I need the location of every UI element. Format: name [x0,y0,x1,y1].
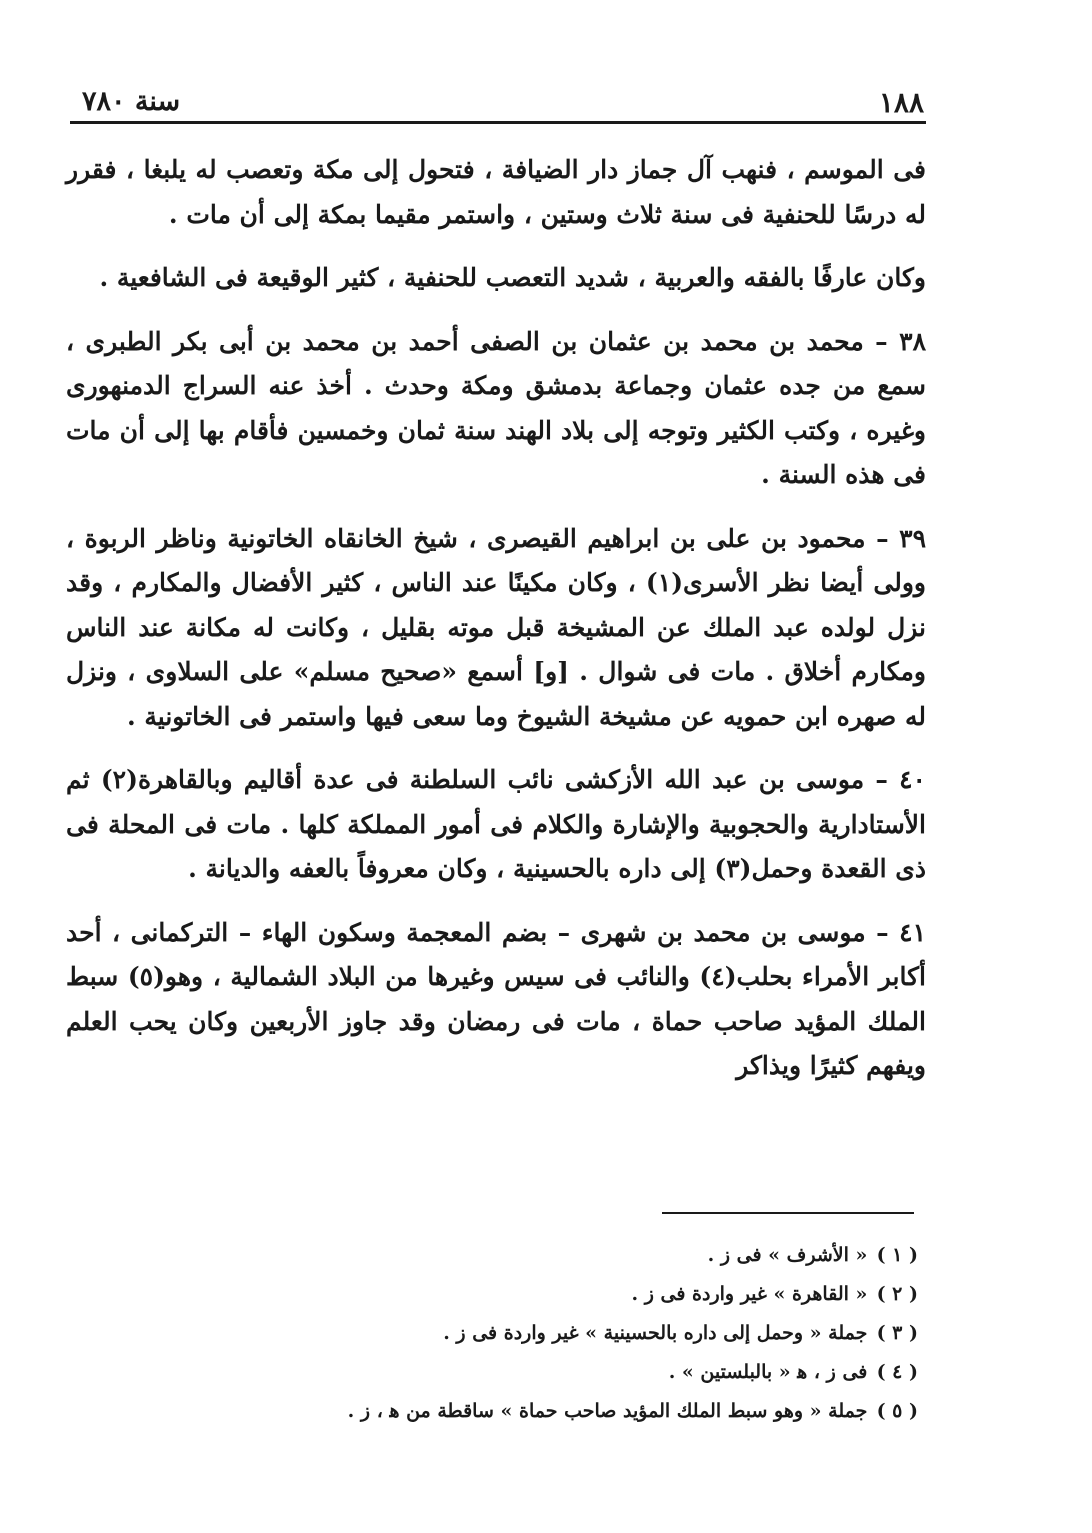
main-text [66,148,926,1108]
header-divider [70,121,926,124]
footnote [260,1275,918,1314]
footnote-text: فى ز ، ﻫ « بالبلستين » . [668,1361,868,1383]
footnote-text: جملة « وحمل إلى داره بالحسينية » غير واردة فى ز . [443,1322,868,1344]
footnote-number: ( ٣ ) [876,1322,918,1344]
paragraph: فى الموسم ، فنهب آل جماز دار الضيافة ، فتحول إلى مكة وتعصب له يلبغا ، فقرر له درسًا للحنفية فى سنة ثلاث وستين ، واستمر مقيما بمكة إلى أن مات . [66,155,926,229]
footnote-text: « القاهرة » غير واردة فى ز . [631,1283,868,1305]
footnote-divider [662,1212,914,1214]
page-header [72,86,924,120]
biography-entry-38: ٣٨ – محمد بن محمد بن عثمان بن الصفى أحمد بن محمد بن أبى بكر الطبرى ، سمع من جده عثمان وجماعة بدمشق ومكة وحدث . أخذ عنه السراج الدمنهورى وغيره ، وكتب الكثير وتوجه إلى بلاد الهند سنة ثمان وخمسين فأقام بها إلى أن مات فى هذه السنة . [66,326,926,489]
footnote-number: ( ٤ ) [876,1361,918,1383]
footnote [260,1314,918,1353]
biography-entry-41: ٤١ – موسى بن محمد بن شهرى – بضم المعجمة وسكون الهاء – التركمانى ، أحد أكابر الأمراء بحلب(٤) والنائب فى سيس وغيرها من البلاد الشمالية ، وهو(٥) سبط الملك المؤيد صاحب حماة ، مات فى رمضان وقد جاوز الأربعين وكان يحب العلم ويفهم كثيرًا ويذاكر [66,917,926,1080]
footnote-text: « الأشرف » فى ز . [707,1244,868,1266]
footnotes [260,1236,918,1431]
page-number: ١٨٨ [878,86,924,119]
biography-entry-40: ٤٠ – موسى بن عبد الله الأزكشى نائب السلطنة فى عدة أقاليم وبالقاهرة(٢) ثم الأستادارية والحجوبية والإشارة والكلام فى أمور المملكة كلها . مات فى المحلة فى ذى القعدة وحمل(٣) إلى داره بالحسينية ، وكان معروفاً بالعفه والديانة . [66,765,926,883]
footnote-text: جملة « وهو سبط الملك المؤيد صاحب حماة » ساقطة من ﻫ ، ز . [347,1400,868,1422]
footnote-number: ( ٢ ) [876,1283,918,1305]
footnote-number: ( ١ ) [876,1244,918,1266]
footnote [260,1353,918,1392]
footnote-number: ( ٥ ) [876,1400,918,1422]
biography-entry-39: ٣٩ – محمود بن على بن ابراهيم القيصرى ، شيخ الخانقاه الخاتونية وناظر الربوة ، وولى أيضا نظر الأسرى(١) ، وكان مكينًا عند الناس ، كثير الأفضال والمكارم ، وقد نزل لولده عبد الملك عن المشيخة قبل موته بقليل ، وكانت له مكانة عند الناس ومكارم أخلاق . مات فى شوال . [و] أسمع «صحيح مسلم» على السلاوى ، ونزل له صهره ابن حمويه عن مشيخة الشيوخ وما سعى فيها واستمر فى الخاتونية . [66,523,926,731]
footnote [260,1392,918,1431]
year-heading: سنة ٧٨٠ [82,86,181,117]
paragraph: وكان عارفًا بالفقه والعربية ، شديد التعصب للحنفية ، كثير الوقيعة فى الشافعية . [99,263,926,292]
footnote [260,1236,918,1275]
